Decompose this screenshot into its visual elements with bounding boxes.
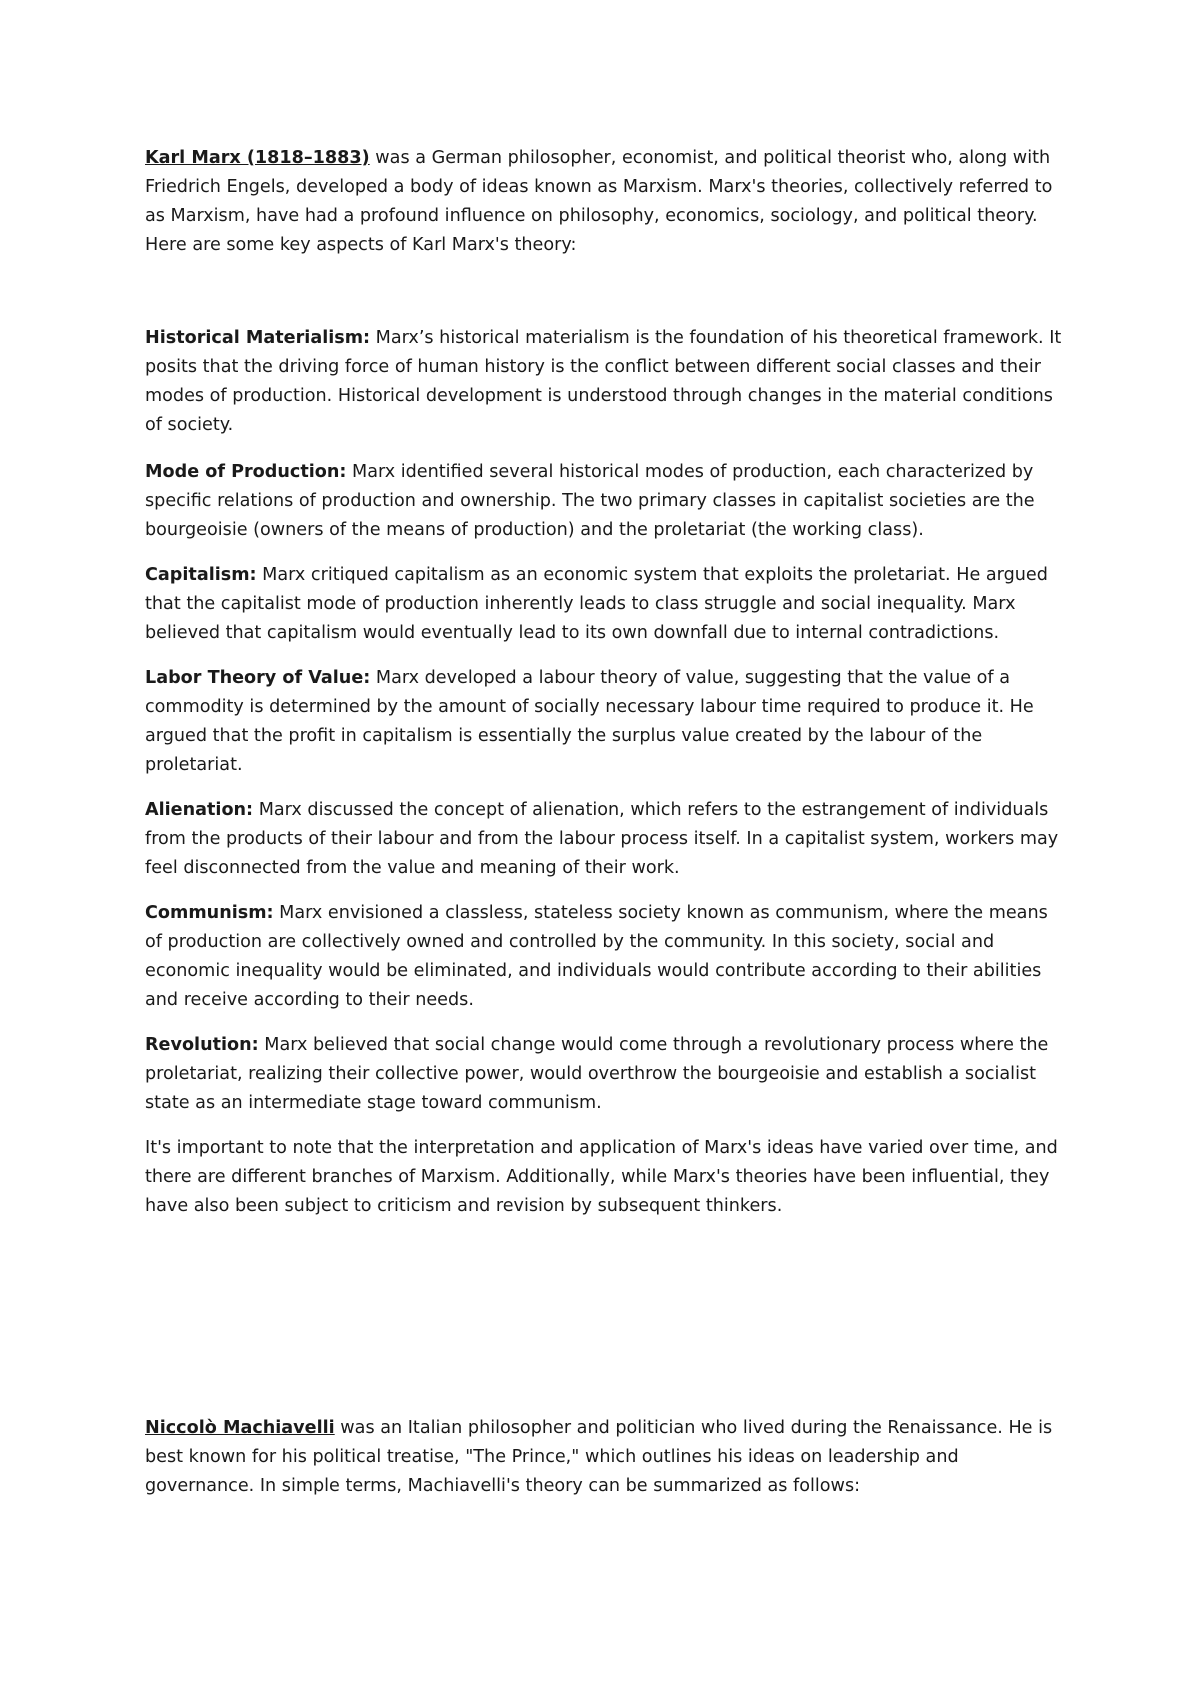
section-labor-theory-of-value [145,664,1065,780]
intro-paragraph [145,144,1065,260]
section-label: Labor Theory of Value: [145,668,371,688]
machiavelli-paragraph [145,1414,1065,1501]
section-text: Marx critiqued capitalism as an economic system that exploits the proletariat. He argued that the capitalist mode of production inherently leads to class struggle and social inequality. Marx believed that capitalism would eventually lead to its own downfall due to internal contradictions. [145,565,1048,643]
section-label: Historical Materialism: [145,328,371,348]
section-label: Alienation: [145,800,254,820]
section-revolution [145,1031,1065,1118]
section-alienation [145,796,1065,883]
section-text: Marx developed a labour theory of value, suggesting that the value of a commodity is determined by the amount of socially necessary labour time required to produce it. He argued that the profit in capitalism is essentially the surplus value created by the labour of the proletariat. [145,668,1034,775]
section-label: Capitalism: [145,565,257,585]
section-mode-of-production [145,458,1065,545]
section-label: Communism: [145,903,274,923]
section-label: Revolution: [145,1035,259,1055]
section-text: Marx envisioned a classless, stateless society known as communism, where the means of production are collectively owned and controlled by the community. In this society, social and economic inequality would be eliminated, and individuals would contribute according to their abilities and receive according to their needs. [145,903,1048,1010]
section-capitalism [145,561,1065,648]
section-text: Marx discussed the concept of alienation, which refers to the estrangement of individuals from the products of their labour and from the labour process itself. In a capitalist system, workers may feel disconnected from the value and meaning of their work. [145,800,1059,878]
closing-paragraph: It's important to note that the interpretation and application of Marx's ideas have varied over time, and there are different branches of Marxism. Additionally, while Marx's theories have been influential, they have also been subject to criticism and revision by subsequent thinkers. [145,1138,1058,1216]
machiavelli-heading: Niccolò Machiavelli [145,1418,335,1438]
section-communism [145,899,1065,1015]
machiavelli-text: was an Italian philosopher and politician who lived during the Renaissance. He is best known for his political treatise, "The Prince," which outlines his ideas on leadership and governance. In simple terms, Machiavelli's theory can be summarized as follows: [145,1418,1053,1496]
section-text: Marx identified several historical modes of production, each characterized by specific relations of production and ownership. The two primary classes in capitalist societies are the bourgeoisie (owners of the means of production) and the proletariat (the working class). [145,462,1035,540]
marx-heading: Karl Marx (1818–1883) [145,148,370,168]
section-label: Mode of Production: [145,462,347,482]
section-text: Marx believed that social change would come through a revolutionary process where the proletariat, realizing their collective power, would overthrow the bourgeoisie and establish a socialist state as an intermediate stage toward communism. [145,1035,1049,1113]
section-text: Marx’s historical materialism is the foundation of his theoretical framework. It posits that the driving force of human history is the conflict between different social classes and their modes of production. Historical development is understood through changes in the material conditions of society. [145,328,1062,435]
intro-text: was a German philosopher, economist, and political theorist who, along with Friedrich Engels, developed a body of ideas known as Marxism. Marx's theories, collectively referred to as Marxism, have had a profound influence on philosophy, economics, sociology, and political theory. Here are some key aspects of Karl Marx's theory: [145,148,1053,255]
section-historical-materialism [145,324,1065,440]
